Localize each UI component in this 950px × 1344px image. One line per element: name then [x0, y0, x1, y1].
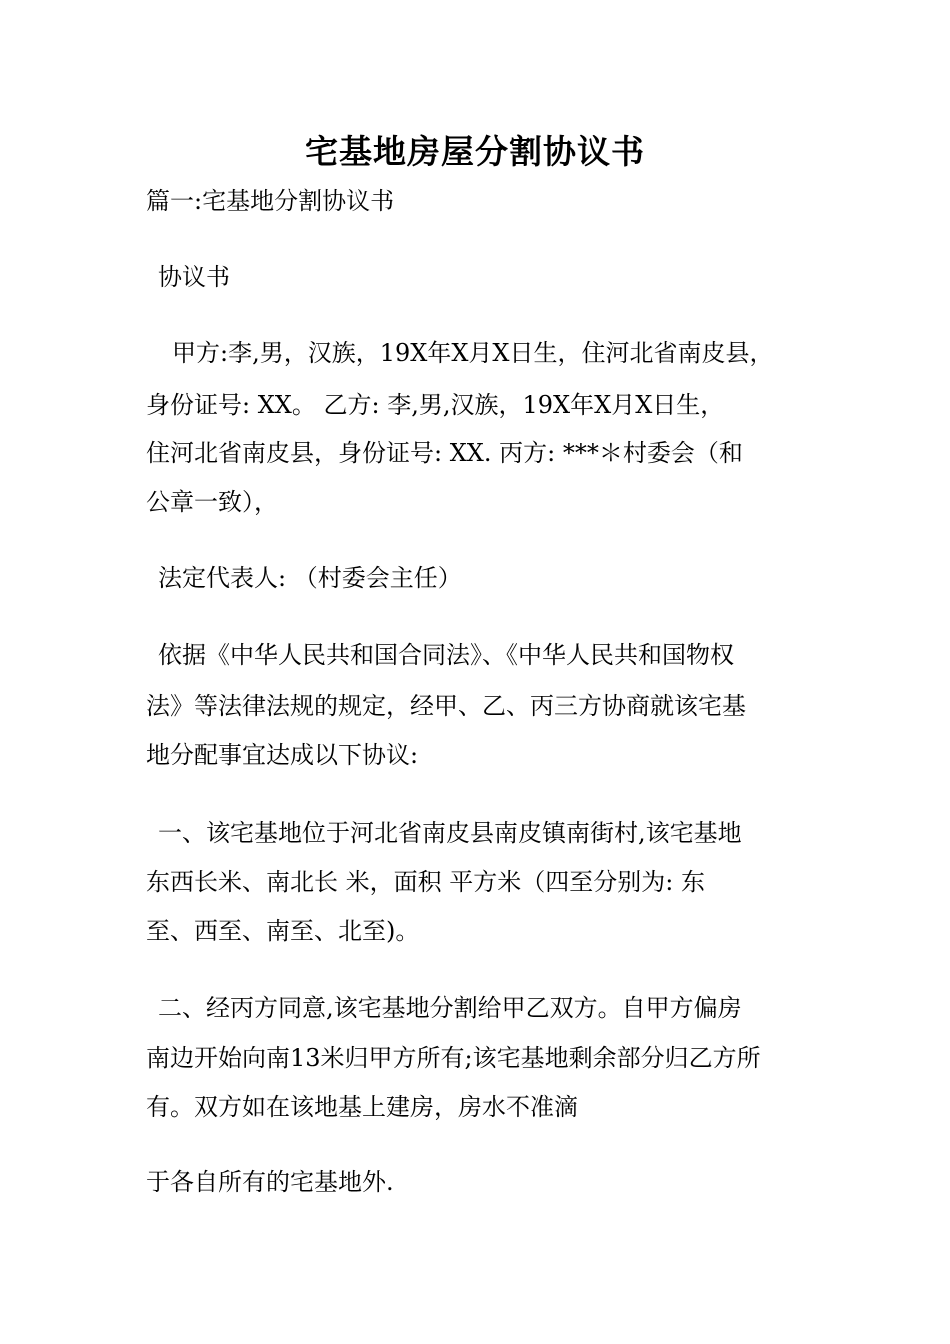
- paragraph-line: 身份证号: XX。 乙方: 李,男,汉族，19X年X月X日生，: [146, 391, 725, 419]
- paragraph-line: 甲方:李,男，汉族，19X年X月X日生，住河北省南皮县，: [172, 339, 774, 367]
- agreement-heading: 协议书: [158, 263, 230, 291]
- document-title: 宅基地房屋分割协议书: [305, 132, 645, 171]
- paragraph-line: 依据《中华人民共和国合同法》、《中华人民共和国物权: [158, 641, 734, 669]
- paragraph-line: 东西长米、南北长 米，面积 平方米（四至分别为: 东: [146, 868, 705, 896]
- paragraph-line: 至、西至、南至、北至)。: [146, 917, 420, 945]
- paragraph-line: 南边开始向南13米归甲方所有;该宅基地剩余部分归乙方所: [146, 1044, 761, 1072]
- paragraph-line: 公章一致），: [146, 488, 278, 516]
- paragraph-line: 地分配事宜达成以下协议:: [146, 741, 419, 769]
- paragraph-line: 二、经丙方同意,该宅基地分割给甲乙双方。自甲方偏房: [158, 994, 742, 1022]
- paragraph-line: 有。双方如在该地基上建房，房水不准滴: [146, 1093, 578, 1121]
- section-heading: 篇一:宅基地分割协议书: [146, 187, 395, 215]
- paragraph-line: 一、该宅基地位于河北省南皮县南皮镇南街村,该宅基地: [158, 819, 742, 847]
- paragraph-line: 法》等法律法规的规定，经甲、乙、丙三方协商就该宅基: [146, 692, 746, 720]
- paragraph-line: 法定代表人: （村委会主任）: [158, 564, 462, 592]
- paragraph-line: 于各自所有的宅基地外.: [146, 1168, 394, 1196]
- paragraph-line: 住河北省南皮县，身份证号: XX. 丙方: ***＊村委会（和: [146, 439, 743, 467]
